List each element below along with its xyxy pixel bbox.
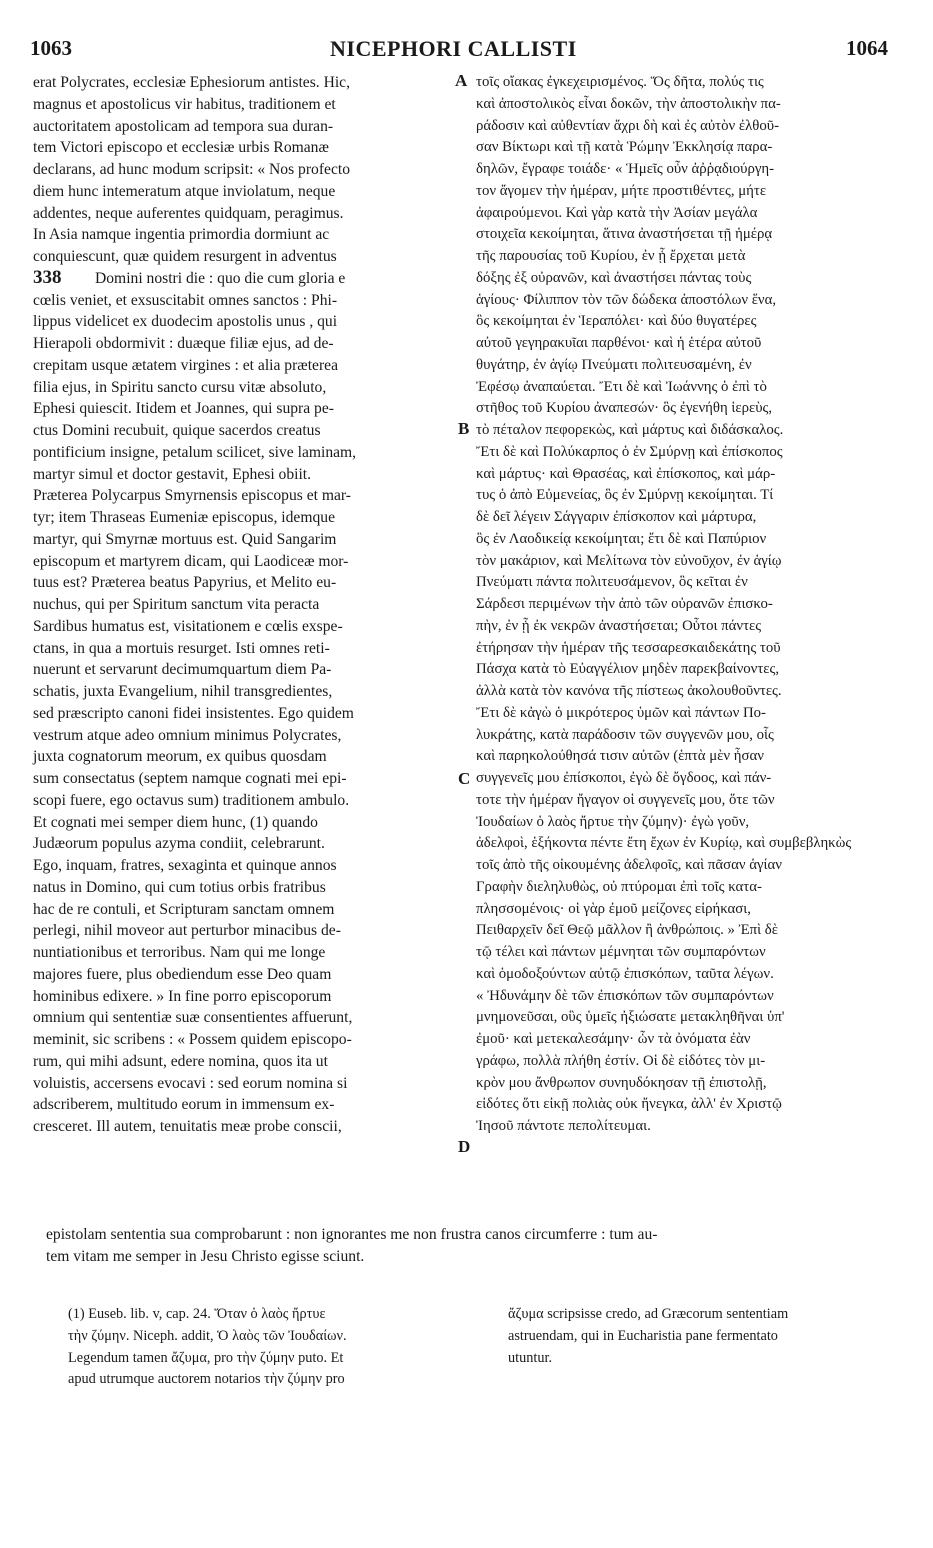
greek-line: ἐμοῦ· καὶ μετεκαλεσάμην· ὧν τὰ ὀνόματα ἐὰν: [476, 1031, 751, 1047]
latin-line: cresceret. Ill autem, tenuitatis meæ probe conscii,: [33, 1118, 342, 1135]
latin-line: episcopum et martyrem dicam, qui Laodiceæ mor-: [33, 552, 349, 570]
greek-line: Ἔτι δὲ καὶ Πολύκαρπος ὁ ἐν Σμύρνῃ καὶ ἐπίσκοπος: [476, 443, 783, 460]
greek-line: τοῖς οἴακας ἐγκεχειρισμένος. Ὅς δῆτα, πολύς τις: [476, 74, 764, 90]
greek-line: Πάσχα κατὰ τὸ Εὐαγγέλιον μηδὲν παρεκβαίνοντες,: [476, 661, 780, 678]
latin-line: Et cognati mei semper diem hunc, (1) quando: [33, 813, 318, 831]
latin-line: vestrum atque adeo omnium minimus Polycrates,: [33, 726, 342, 744]
greek-line: « Ἠδυνάμην δὲ τῶν ἐπισκόπων τῶν συμπαρόντων: [476, 987, 774, 1004]
greek-line: θυγάτηρ, ἐν ἁγίῳ Πνεύματι πολιτευσαμένη, ἐν: [476, 356, 752, 373]
latin-line: Ephesi quiescit. Itidem et Joannes, qui supra pe-: [33, 400, 334, 418]
latin-line: hac de re contuli, et Scripturam sanctam omnem: [33, 900, 335, 918]
latin-line: nuchus, qui per Spiritum sanctum vita peracta: [33, 596, 320, 613]
greek-line: πὴν, ἐν ᾗ ἐκ νεκρῶν ἀναστήσεται; Οὗτοι πάντες: [476, 617, 762, 634]
greek-line: εἰδότες ὅτι εἰκῇ πολιὰς οὐκ ἤνεγκα, ἀλλ' ἐν Χριστῷ: [476, 1096, 782, 1113]
latin-line: Præterea Polycarpus Smyrnensis episcopus et mar-: [33, 487, 351, 505]
greek-line: ὃς ἐν Λαοδικείᾳ κεκοίμηται; ἔτι δὲ καὶ Παπύριον: [476, 530, 767, 547]
latin-line: addentes, neque auferentes quidquam, peragimus.: [33, 204, 344, 222]
section-marker-c: C: [458, 769, 471, 788]
greek-line: λυκράτης, κατὰ παράδοσιν τῶν συγγενῶν μου, οἷς: [476, 726, 774, 743]
greek-line: καὶ παρηκολούθησά τισιν αὐτῶν (ἑπτὰ μὲν ἦσαν: [476, 748, 764, 765]
footnote-line: τὴν ζύμην. Niceph. addit, Ὁ λαὸς τῶν Ἰουδαίων.: [68, 1327, 347, 1344]
footnote-right: [508, 1305, 908, 1370]
latin-line: majores fuere, plus obediendum esse Deo quam: [33, 965, 332, 983]
greek-line: στοιχεῖα κεκοίμηται, ἅτινα ἀναστήσεται τῇ ἡμέρᾳ: [476, 226, 773, 243]
greek-line: τοτε τὴν ἡμέραν ἤγαγον οἱ συγγενεῖς μου, ὅτε τῶν: [476, 791, 775, 808]
greek-line: δόξης ἐξ οὐρανῶν, καὶ ἀναστήσει πάντας τοὺς: [476, 269, 752, 286]
greek-line: τῆς παρουσίας τοῦ Κυρίου, ἐν ᾗ ἔρχεται μετὰ: [476, 248, 746, 264]
latin-line: auctoritatem apostolicam ad tempora sua duran-: [33, 117, 334, 135]
latin-line: ctus Domini recubuit, quique sacerdos creatus: [33, 422, 321, 439]
latin-line: scopi fuere, ego octavus sum) traditionem ambulo.: [33, 791, 350, 809]
latin-line: rum, qui mihi adsunt, edere nomina, quos ita ut: [33, 1052, 328, 1070]
latin-line: Domini nostri die : quo die cum gloria e: [95, 269, 346, 287]
latin-line: perlegi, nihil moveor aut perturbor minacibus de-: [33, 922, 341, 940]
greek-line: ἀδελφοὶ, ἑξήκοντα πέντε ἔτη ἔχων ἐν Κυρίῳ, καὶ συμβεβληκὼς: [476, 835, 852, 852]
greek-line: τὸ πέταλον πεφορεκὼς, καὶ μάρτυς καὶ διδάσκαλος.: [476, 422, 784, 438]
latin-line: martyr simul et doctor gestavit, Ephesi obiit.: [33, 465, 312, 483]
latin-line: tuus est? Præterea beatus Papyrius, et Melito eu-: [33, 574, 337, 592]
greek-line: κρὸν μου ἄνθρωπον συνηυδόκησαν τῇ ἐπιστολῇ,: [476, 1074, 767, 1091]
left-page-number: 1063: [30, 36, 72, 60]
greek-line: καὶ ὁμοδοξούντων αὐτῷ ἐπισκόπων, ταῦτα λέγων.: [476, 965, 774, 982]
greek-line: τῷ τέλει καὶ πάντων μέμνηται τῶν συμπαρόντων: [476, 944, 766, 960]
bottom-line: epistolam sententia sua comprobarunt : non ignorantes me non frustra canos circumferre : tum au-: [46, 1226, 658, 1243]
latin-line: In Asia namque ingentia primordia dormiunt ac: [33, 226, 330, 244]
latin-line: hominibus edixere. » In fine porro episcoporum: [33, 987, 332, 1005]
latin-line: schatis, juxta Evangelium, nihil transgredientes,: [33, 683, 333, 700]
running-title: NICEPHORI CALLISTI: [330, 36, 577, 61]
greek-line: γράφω, πολλὰ πλήθη ἐστίν. Οἱ δὲ εἰδότες τὸν μι-: [476, 1052, 766, 1069]
latin-line: tem Victori episcopo et ecclesiæ urbis Romanæ: [33, 139, 329, 157]
full-width-text: [46, 1224, 896, 1268]
greek-column: [476, 72, 916, 1138]
footnote-line: ἄζυμα scripsisse credo, ad Græcorum sententiam: [508, 1306, 789, 1322]
footnote-left: [68, 1305, 488, 1392]
latin-line: natus in Domino, qui cum totius orbis fratribus: [33, 878, 326, 896]
greek-line: ἀφαιρούμενοι. Καὶ γὰρ κατὰ τὴν Ἀσίαν μεγάλα: [476, 204, 758, 221]
greek-line: καὶ μάρτυς· καὶ Θρασέας, καὶ ἐπίσκοπος, καὶ μάρ-: [476, 465, 776, 482]
section-marker-d: D: [458, 1137, 471, 1156]
greek-line: μνημονεῦσαι, οὓς ὑμεῖς ἠξιώσατε μετακληθῆναι ὑπ': [476, 1009, 785, 1026]
greek-line: δηλῶν, ἔγραφε τοιάδε· « Ἡμεῖς οὖν ἀῤῥᾳδιούργη-: [476, 161, 775, 177]
greek-line: τον ἄγομεν τὴν ἡμέραν, μήτε προστιθέντες, μήτε: [476, 182, 767, 199]
latin-line: lippus videlicet ex duodecim apostolis unus , qui: [33, 313, 338, 331]
latin-line: cœlis veniet, et exsuscitabit omnes sanctos : Phi-: [33, 291, 338, 309]
greek-line: Ἰησοῦ πάντοτε πεπολίτευμαι.: [476, 1118, 651, 1134]
greek-line: τυς ὁ ἀπὸ Εὐμενείας, ὃς ἐν Σμύρνῃ κεκοίμηται. Τί: [476, 487, 774, 504]
greek-line: Γραφὴν διεληλυθὼς, οὐ πτύρομαι ἐπὶ τοῖς κατα-: [476, 878, 762, 895]
greek-line: Ἐφέσῳ ἀναπαύεται. Ἔτι δὲ καὶ Ἰωάννης ὁ ἐπὶ τὸ: [476, 378, 767, 395]
latin-line: Sardibus humatus est, visitationem e cœlis exspe-: [33, 617, 343, 635]
latin-line: conquiescunt, quæ quidem resurgent in adventus: [33, 248, 337, 265]
greek-line: Σάρδεσι περιμένων τὴν ἀπὸ τῶν οὐρανῶν ἐπισκο-: [476, 596, 773, 612]
section-marker-b: B: [458, 419, 470, 438]
greek-line: δὲ δεῖ λέγειν Σάγγαριν ἐπίσκοπον καὶ μάρτυρα,: [476, 509, 757, 525]
footnote-line: astruendam, qui in Eucharistia pane fermentato: [508, 1327, 778, 1344]
footnote-line: (1) Euseb. lib. v, cap. 24. Ὅταν ὁ λαὸς ἤρτυε: [68, 1306, 326, 1322]
greek-line: ἀλλὰ κατὰ τὸν κανόνα τῆς πίστεως ἀκολουθοῦντες.: [476, 683, 782, 699]
footnote-line: apud utrumque auctorem notarios τὴν ζύμην pro: [68, 1371, 345, 1388]
latin-line: erat Polycrates, ecclesiæ Ephesiorum antistes. Hic,: [33, 74, 350, 91]
latin-column: [33, 72, 463, 1138]
greek-line: τοῖς ἀπὸ τῆς οἰκουμένης ἀδελφοῖς, καὶ πᾶσαν ἁγίαν: [476, 857, 782, 873]
latin-line: magnus et apostolicus vir habitus, traditionem et: [33, 95, 336, 113]
greek-line: πλησσομένοις· οἱ γὰρ ἐμοῦ μείζονες εἰρήκασι,: [476, 900, 751, 917]
latin-line: diem hunc intemeratum atque inviolatum, neque: [33, 182, 336, 200]
greek-line: αὐτοῦ γεγηρακυῖαι παρθένοι· καὶ ἡ ἑτέρα αὐτοῦ: [476, 335, 762, 351]
greek-line: Πειθαρχεῖν δεῖ Θεῷ μᾶλλον ἢ ἀνθρώποις. » Ἐπὶ δὲ: [476, 922, 778, 939]
greek-line: σαν Βίκτωρι καὶ τῇ κατὰ Ῥώμην Ἐκκλησίᾳ παρα-: [476, 139, 773, 156]
latin-line: omnium qui sententiæ suæ consentientes affuerunt,: [33, 1009, 353, 1027]
footnote-line: Legendum tamen ἄζυμα, pro τὴν ζύμην puto. Et: [68, 1349, 344, 1366]
greek-line: Ἰουδαίων ὁ λαὸς ἤρτυε τὴν ζύμην)· ἐγὼ γοῦν,: [476, 813, 750, 830]
greek-line: καὶ ἀποστολικὸς εἶναι δοκῶν, τὴν ἀποστολικὴν πα-: [476, 95, 781, 112]
latin-line: declarans, ad hunc modum scripsit: « Nos profecto: [33, 161, 350, 178]
greek-line: Πνεύματι πάντα πολιτευσάμενον, ὃς κεῖται ἐν: [476, 574, 748, 591]
latin-line: Ego, inquam, fratres, sexaginta et quinque annos: [33, 857, 337, 874]
greek-line: στῆθος τοῦ Κυρίου ἀναπεσών· ὃς ἐγενήθη ἱερεὺς,: [476, 400, 773, 417]
greek-line: Ἔτι δὲ κἀγὼ ὁ μικρότερος ὑμῶν καὶ πάντων Πο-: [476, 704, 766, 721]
latin-line: meminit, sic scribens : « Possem quidem episcopo-: [33, 1031, 352, 1048]
latin-line: crepitam usque ætatem virgines : et alia præterea: [33, 356, 338, 374]
section-number: 338: [33, 266, 62, 288]
greek-line: ὃς κεκοίμηται ἐν Ἱεραπόλει· καὶ δύο θυγατέρες: [476, 313, 757, 330]
right-page-number: 1064: [846, 36, 888, 60]
latin-line: tyr; item Thraseas Eumeniæ episcopus, idemque: [33, 509, 335, 526]
latin-line: sed præscripto canoni fidei insistentes. Ego quidem: [33, 704, 354, 722]
latin-line: adscriberem, multitudo eorum in immensum ex-: [33, 1096, 335, 1114]
greek-line: ἁγίους· Φίλιππον τὸν τῶν δώδεκα ἀποστόλων ἕνα,: [476, 291, 777, 308]
section-marker-a: A: [455, 71, 468, 90]
latin-line: Judæorum populus azyma condiit, celebrarunt.: [33, 835, 325, 853]
latin-line: nuerunt et servarunt decimumquartum diem Pa-: [33, 661, 332, 679]
latin-line: martyr, qui Smyrnæ mortuus est. Quid Sangarim: [33, 530, 337, 548]
greek-line: συγγενεῖς μου ἐπίσκοποι, ἐγὼ δὲ ὄγδοος, καὶ πάν-: [476, 770, 772, 786]
greek-line: τὸν μακάριον, καὶ Μελίτωνα τὸν εὐνοῦχον, ἐν ἁγίῳ: [476, 552, 782, 569]
latin-line: pontificium insigne, petalum scilicet, sive laminam,: [33, 443, 357, 461]
latin-line: ctans, in qua a mortuis resurget. Isti omnes reti-: [33, 639, 330, 657]
latin-line: nuntiationibus et terroribus. Nam qui me longe: [33, 944, 326, 961]
latin-line: filia ejus, in Spiritu sancto cursu vitæ absoluto,: [33, 378, 327, 396]
bottom-line: tem vitam me semper in Jesu Christo egisse sciunt.: [46, 1247, 365, 1265]
greek-line: ράδοσιν καὶ αὐθεντίαν ἄχρι δὴ καὶ ἐς αὐτὸν ἐλθοῦ-: [476, 117, 780, 134]
latin-line: Hierapoli obdormivit : duæque filiæ ejus, ad de-: [33, 335, 334, 352]
latin-line: juxta cognatorum meorum, ex quibus quosdam: [33, 748, 327, 766]
latin-line: sum consectatus (septem namque cognati mei epi-: [33, 770, 347, 787]
latin-line: voluistis, accersens evocavi : sed eorum nomina si: [33, 1074, 348, 1092]
greek-line: ἐτήρησαν τὴν ἡμέραν τῆς τεσσαρεσκαιδεκάτης τοῦ: [476, 639, 781, 656]
footnote-line: utuntur.: [508, 1349, 553, 1366]
